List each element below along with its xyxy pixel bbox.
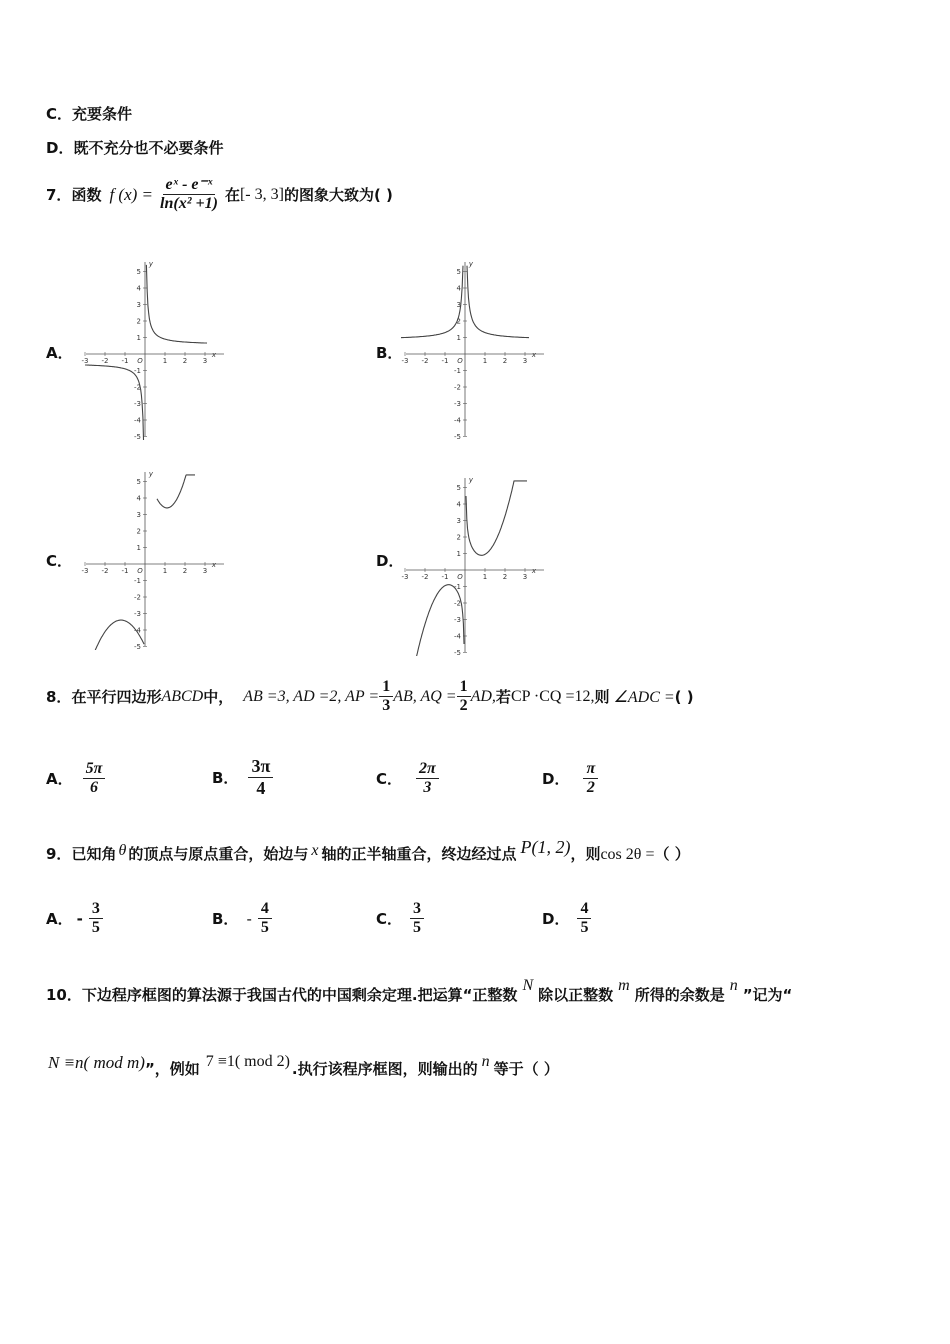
q6-option-c: C．充要条件 — [46, 105, 133, 123]
y-axis-label: y — [148, 470, 154, 478]
y-tick-label: -2 — [134, 593, 141, 602]
y-tick-label: -3 — [454, 400, 461, 408]
x-tick-label: 1 — [482, 357, 488, 365]
q7-option-d-label: D． — [376, 552, 404, 570]
x-tick-label: -3 — [401, 573, 409, 581]
q10-stem-line1: 10． 下边程序框图的算法源于我国古代的中国剩余定理.把运算“正整数 N 除以正整数 m 所得的余数是 n ”记为“ — [46, 977, 793, 1004]
y-tick-label: -2 — [454, 599, 461, 608]
y-tick-label: 5 — [456, 268, 461, 276]
q8-choice-d: D． $\frac{\pi}{2}$ — [542, 760, 598, 798]
x-tick-label: 1 — [482, 573, 488, 581]
q7-graph-a — [80, 256, 230, 440]
x-axis-label: x — [211, 561, 217, 569]
y-tick-label: 3 — [136, 511, 141, 519]
x-axis-label: x — [531, 567, 537, 575]
x-tick-label: -1 — [121, 567, 129, 575]
x-tick-label: -1 — [441, 573, 449, 581]
x-axis-label: x — [531, 351, 537, 359]
y-tick-label: -1 — [454, 583, 461, 591]
curve-right — [157, 475, 195, 508]
q9-choice-c: C． $\frac{3}{5}$ — [376, 900, 424, 938]
q7-fraction: $\frac{\text{eˣ - e⁻ˣ}}{\text{ln(x² +1)}}$ — [160, 176, 218, 213]
y-axis-label: y — [148, 260, 154, 268]
x-tick-label: -3 — [401, 357, 409, 365]
curve-right — [467, 266, 529, 338]
q9-choice-b: B． - $\frac{4}{5}$ — [212, 900, 272, 938]
y-tick-label: -3 — [134, 610, 141, 618]
y-tick-label: -1 — [134, 577, 141, 585]
q8-choice-a: A． $\frac{5\pi}{6}$ — [46, 760, 105, 798]
x-tick-label: -3 — [81, 357, 89, 365]
q8-frac-1-2: $\frac{1}{2}$ — [457, 678, 471, 716]
y-tick-label: 5 — [136, 478, 141, 486]
x-tick-label: 3 — [202, 567, 208, 575]
y-axis-label: y — [468, 476, 474, 484]
x-tick-label: 3 — [522, 357, 528, 365]
x-tick-label: 2 — [182, 357, 188, 365]
x-tick-label: -1 — [121, 357, 129, 365]
x-tick-label: -2 — [101, 357, 109, 365]
y-tick-label: -4 — [454, 632, 461, 641]
y-tick-label: 2 — [136, 317, 141, 326]
y-tick-label: 2 — [456, 317, 461, 326]
y-tick-label: -1 — [134, 367, 141, 375]
q9-stem: 9． 已知角 θ 的顶点与原点重合，始边与 x 轴的正半轴重合，终边经过点 P(1, 2) ，则 cos 2θ = （ ） — [46, 837, 690, 863]
y-tick-label: -5 — [454, 649, 461, 656]
x-tick-label: O — [137, 357, 143, 365]
q8-choice-c: C． $\frac{2\pi}{3}$ — [376, 760, 439, 798]
y-tick-label: -2 — [134, 383, 141, 392]
x-axis-label: x — [211, 351, 217, 359]
q7-stem: 7． 函数 f (x) = $\frac{\text{eˣ - e⁻ˣ}}{\text{ln(x² +1)}}$ 在 [- 3, 3] 的图象大致为( ) — [46, 176, 393, 213]
y-tick-label: 3 — [136, 301, 141, 309]
q6-option-d: D．既不充分也不必要条件 — [46, 139, 224, 157]
y-tick-label: 5 — [136, 268, 141, 276]
y-tick-label: -1 — [454, 367, 461, 375]
y-tick-label: -4 — [134, 626, 141, 635]
y-tick-label: -5 — [134, 643, 141, 650]
y-tick-label: -4 — [454, 416, 461, 425]
y-tick-label: 3 — [456, 517, 461, 525]
q7-graph-c — [80, 466, 230, 650]
y-tick-label: 1 — [456, 550, 461, 558]
x-tick-label: 2 — [182, 567, 188, 575]
q10-stem-line2: N ≡n( mod m) ”，例如 7 ≡1( mod 2) .执行该程序框图，则输出的 n 等于（ ） — [48, 1053, 559, 1078]
q8-frac-1-3: $\frac{1}{3}$ — [379, 678, 393, 716]
y-tick-label: 4 — [136, 494, 141, 503]
y-tick-label: -4 — [134, 416, 141, 425]
curve-right — [146, 265, 207, 343]
q9-choice-a: A． - $\frac{3}{5}$ — [46, 900, 103, 938]
q7-option-c-label: C． — [46, 552, 73, 570]
x-tick-label: 1 — [162, 357, 168, 365]
y-tick-label: 4 — [456, 284, 461, 293]
x-tick-label: -2 — [421, 357, 429, 365]
y-tick-label: 1 — [136, 544, 141, 552]
y-tick-label: -5 — [454, 433, 461, 440]
x-tick-label: O — [457, 573, 463, 581]
x-tick-label: 3 — [522, 573, 528, 581]
q7-option-b-label: B． — [376, 344, 403, 362]
y-tick-label: -3 — [134, 400, 141, 408]
y-tick-label: -5 — [134, 433, 141, 440]
y-tick-label: 4 — [136, 284, 141, 293]
y-tick-label: 2 — [136, 527, 141, 536]
curve-right — [466, 481, 527, 555]
y-axis-label: y — [468, 260, 474, 268]
x-tick-label: O — [137, 567, 143, 575]
y-tick-label: 4 — [456, 500, 461, 509]
x-tick-label: -2 — [421, 573, 429, 581]
x-tick-label: -3 — [81, 567, 89, 575]
y-tick-label: 2 — [456, 533, 461, 542]
q7-option-a-label: A． — [46, 344, 73, 362]
q7-graph-b — [400, 256, 550, 440]
y-tick-label: 3 — [456, 301, 461, 309]
x-tick-label: -1 — [441, 357, 449, 365]
x-tick-label: 2 — [502, 357, 508, 365]
y-tick-label: 1 — [456, 334, 461, 342]
x-tick-label: O — [457, 357, 463, 365]
q8-stem: 8． 在平行四边形 ABCD 中， AB =3, AD =2, AP = $\frac{1}{3}$ AB, AQ = $\frac{1}{2}$ AD, 若 CP ·CQ =12, 则 ∠ADC = ( ) — [46, 678, 694, 715]
y-tick-label: 5 — [456, 484, 461, 492]
y-tick-label: 1 — [136, 334, 141, 342]
q8-choice-b: B． $\frac{3\pi}{4}$ — [212, 756, 273, 798]
curve-left — [401, 266, 463, 338]
x-tick-label: -2 — [101, 567, 109, 575]
x-tick-label: 2 — [502, 573, 508, 581]
x-tick-label: 3 — [202, 357, 208, 365]
q9-choice-d: D． $\frac{4}{5}$ — [542, 900, 591, 938]
y-tick-label: -2 — [454, 383, 461, 392]
x-tick-label: 1 — [162, 567, 168, 575]
q7-graph-d — [400, 472, 550, 656]
y-tick-label: -3 — [454, 616, 461, 624]
